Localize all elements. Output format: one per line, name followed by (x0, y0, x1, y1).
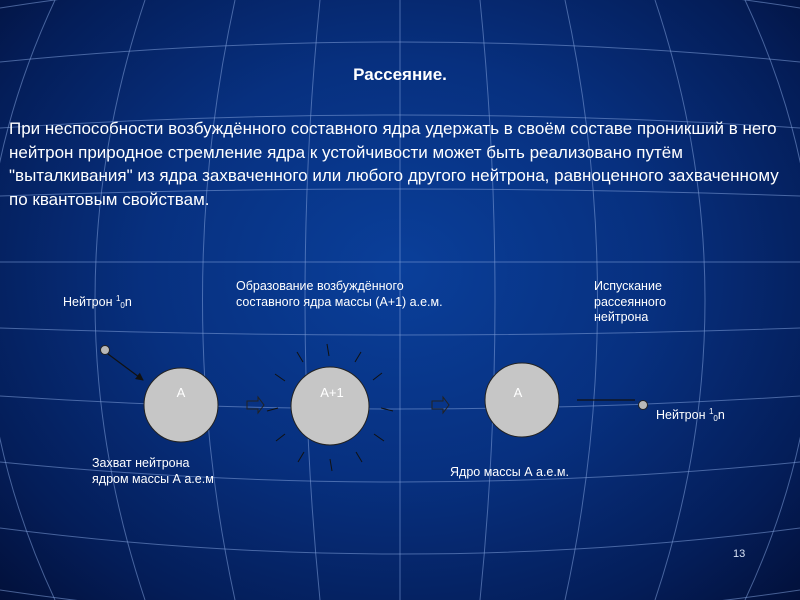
emission-label: Испускание рассеянного нейтрона (594, 279, 667, 324)
nucleus-a-label: А (176, 385, 186, 400)
nucleus-a-initial (144, 368, 218, 442)
excited-nucleus (267, 344, 393, 471)
neutron-out-label: Нейтрон $^1_0$n (656, 407, 725, 423)
excited-nucleus-label: А+1 (320, 385, 344, 400)
transition-arrow-2 (432, 397, 449, 413)
nucleus-a-final-label: А (513, 385, 523, 400)
outgoing-neutron (577, 400, 648, 410)
nucleus-a-final (485, 363, 559, 437)
body-paragraph: При неспособности возбуждённого составного ядра удержать в своём составе проникший в него нейтрон природное стремление ядра к устойчивости может быть реализовано путём "выталкивания" из ядра захваченного или любого другого нейтрона, равноценного захваченному по квантовым свойствам. (9, 119, 779, 209)
transition-arrow-1 (247, 397, 264, 413)
incoming-neutron (101, 346, 144, 381)
page-number: 13 (733, 548, 746, 560)
final-nucleus-label: Ядро массы А а.е.м. (450, 465, 569, 479)
slide-title: Рассеяние. (353, 65, 447, 84)
capture-label: Захват нейтрона ядром массы А а.е.м (92, 456, 214, 486)
neutron-in-label: Нейтрон $^1_0$n (63, 294, 132, 310)
formation-label: Образование возбуждённого составного ядра массы (А+1) а.е.м. (236, 279, 443, 309)
